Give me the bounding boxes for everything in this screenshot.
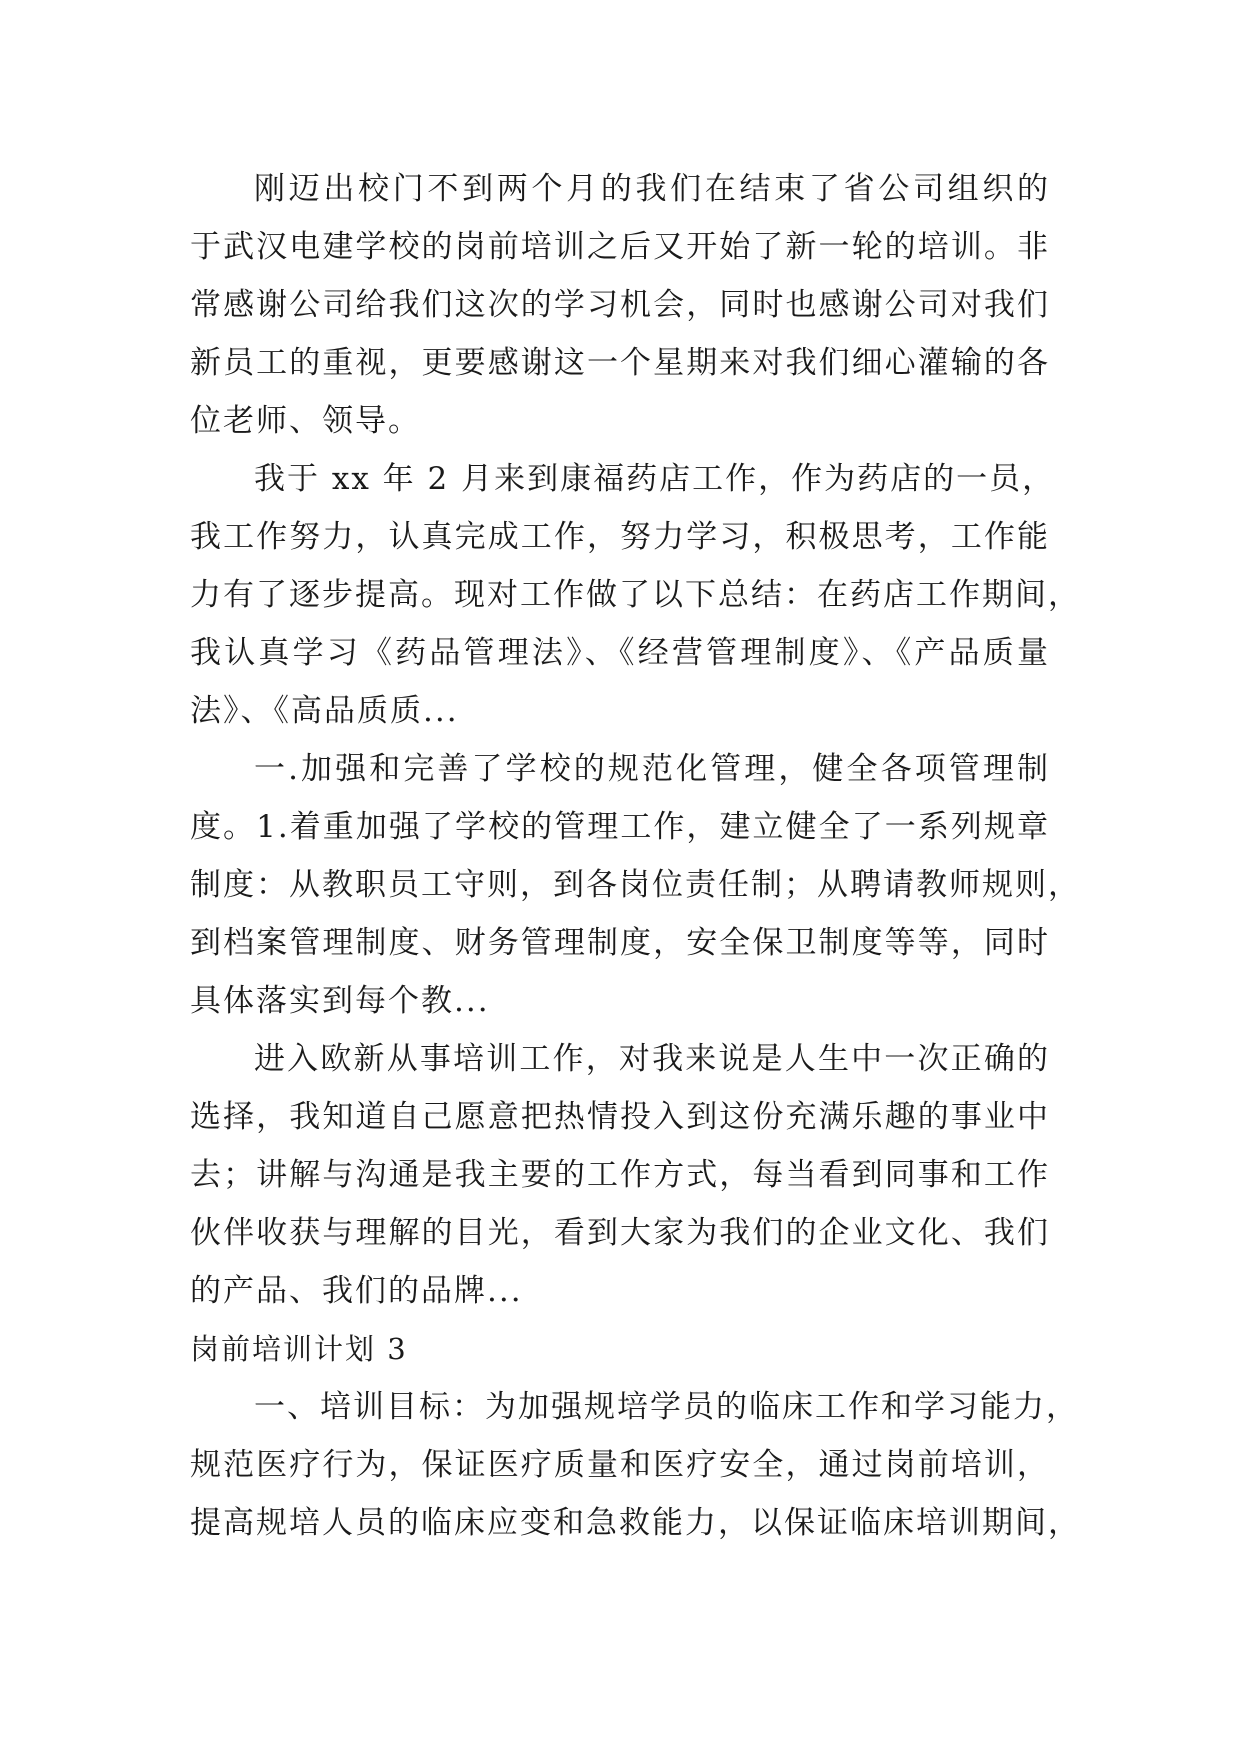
paragraph-line: 于武汉电建学校的岗前培训之后又开始了新一轮的培训。非 [190,229,1050,265]
paragraph-line: 刚迈出校门不到两个月的我们在结束了省公司组织的 [254,171,1050,207]
paragraph-line: 伙伴收获与理解的目光，看到大家为我们的企业文化、我们 [190,1215,1050,1251]
paragraph-line: 新员工的重视，更要感谢这一个星期来对我们细心灌输的各 [190,345,1050,381]
paragraph-line: 的产品、我们的品牌... [190,1273,523,1309]
paragraph-line: 一、培训目标：为加强规培学员的临床工作和学习能力， [254,1389,1079,1425]
paragraph-line: 到档案管理制度、财务管理制度，安全保卫制度等等，同时 [190,925,1050,961]
paragraph-3 [190,740,1081,1030]
paragraph-line: 常感谢公司给我们这次的学习机会，同时也感谢公司对我们 [190,287,1050,323]
paragraph-line: 一.加强和完善了学校的规范化管理，健全各项管理制 [254,751,1050,787]
paragraph-line: 法》、《高品质质... [190,693,459,729]
paragraph-line: 我于 xx 年 2 月来到康福药店工作，作为药店的一员， [254,461,1056,497]
paragraph-line: 位老师、领导。 [190,403,421,439]
paragraph-line: 力有了逐步提高。现对工作做了以下总结：在药店工作期间， [190,577,1081,613]
paragraph-line: 选择，我知道自己愿意把热情投入到这份充满乐趣的事业中 [190,1099,1050,1135]
paragraph-2 [190,450,1081,740]
paragraph-line: 进入欧新从事培训工作，对我来说是人生中一次正确的 [254,1041,1050,1077]
paragraph-line: 去；讲解与沟通是我主要的工作方式，每当看到同事和工作 [190,1157,1050,1193]
paragraph-line: 具体落实到每个教... [190,983,490,1019]
paragraph-line: 我工作努力，认真完成工作，努力学习，积极思考，工作能 [190,519,1050,555]
paragraph-line: 提高规培人员的临床应变和急救能力，以保证临床培训期间， [190,1505,1081,1541]
paragraph-line: 规范医疗行为，保证医疗质量和医疗安全，通过岗前培训， [190,1447,1050,1483]
document-body [190,160,1081,1552]
paragraph-1 [190,160,1050,450]
paragraph-5 [190,1378,1081,1552]
paragraph-4 [190,1030,1050,1320]
paragraph-line: 我认真学习《药品管理法》、《经营管理制度》、《产品质量 [190,635,1050,671]
section-heading: 岗前培训计划 3 [190,1332,408,1366]
paragraph-line: 度。1.着重加强了学校的管理工作，建立健全了一系列规章 [190,809,1050,845]
paragraph-line: 制度：从教职员工守则，到各岗位责任制；从聘请教师规则， [190,867,1081,903]
